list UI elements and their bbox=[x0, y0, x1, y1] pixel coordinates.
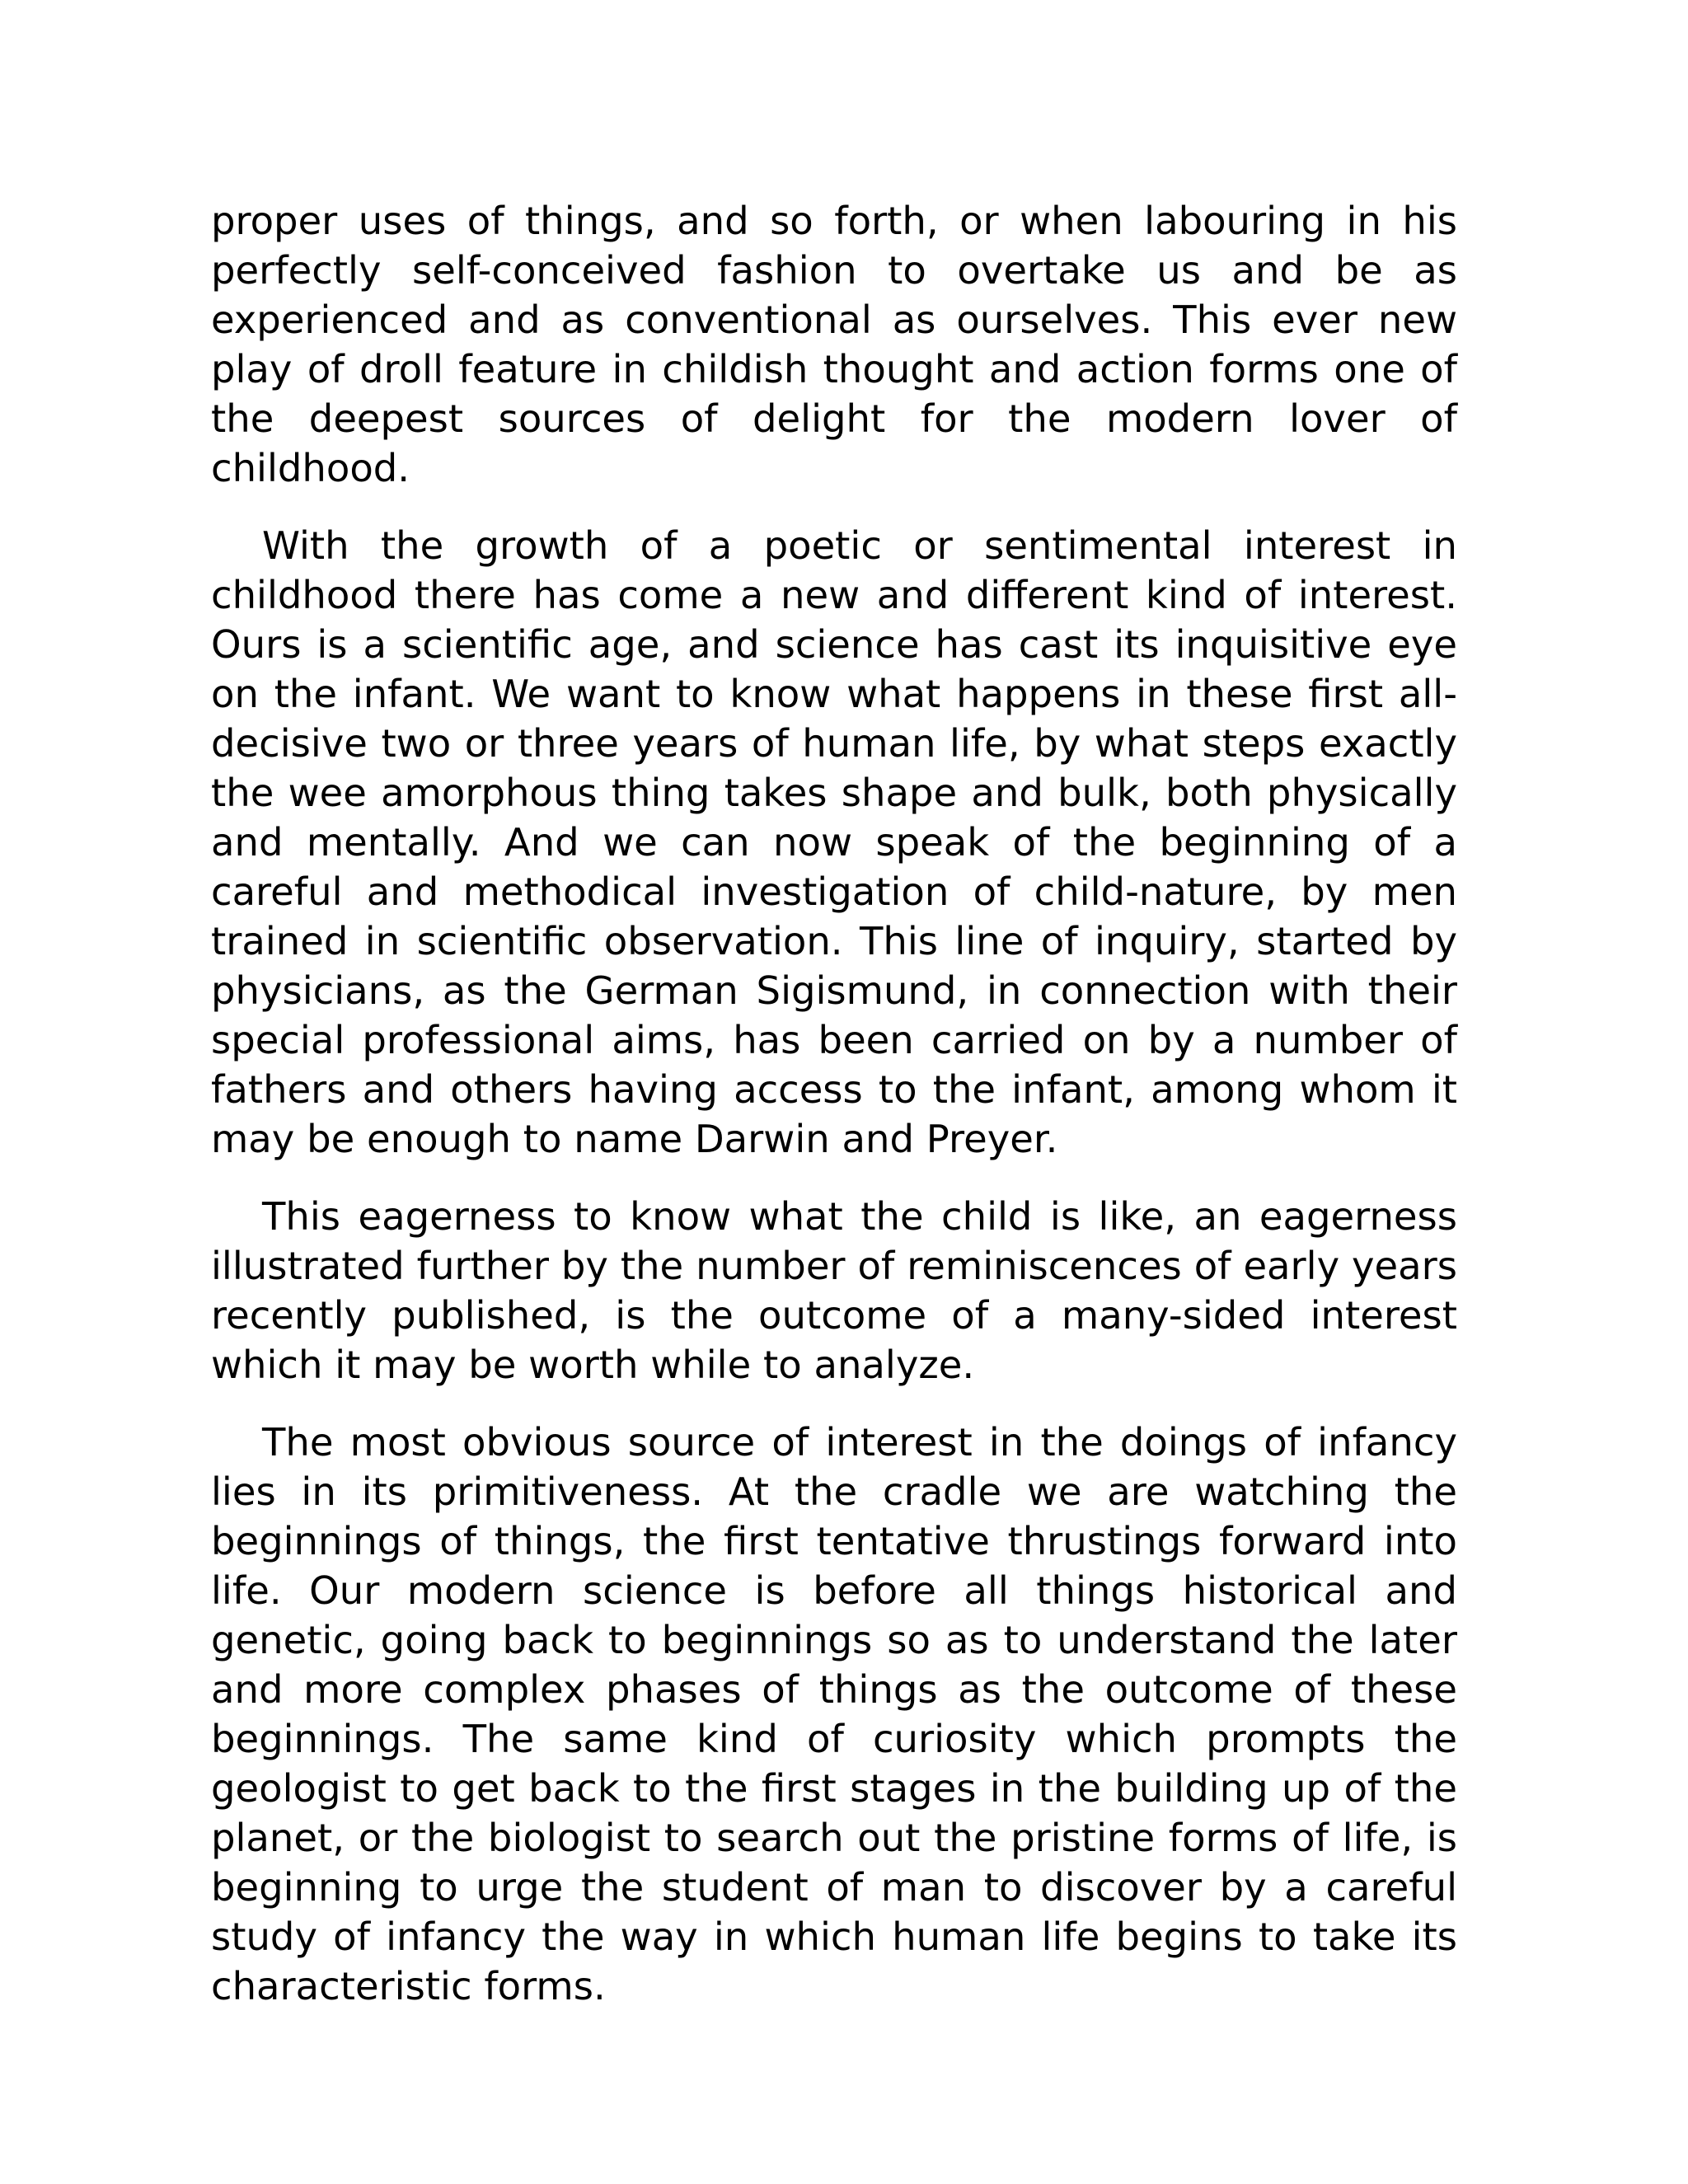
paragraph-scientific-interest: With the growth of a poetic or sentimental interest in childhood there has come a new and different kind of interest. Ours is a scientific age, and science has cast its inquisitive eye on the infant. We want to know what happens in these first all-decisive two or three years of human life, by what steps exactly the wee amorphous thing takes shape and bulk, both physically and mentally. And we can now speak of the beginning of a careful and methodical investigation of child-nature, by men trained in scientific observation. This line of inquiry, started by physicians, as the German Sigismund, in connection with their special professional aims, has been carried on by a number of fathers and others having access to the infant, among whom it may be enough to name Darwin and Preyer. bbox=[211, 523, 1457, 1161]
paragraph-primitiveness: The most obvious source of interest in the doings of infancy lies in its primitiveness. At the cradle we are watching the beginnings of things, the first tentative thrustings forward into life. Our modern science is before all things historical and genetic, going back to beginnings so as to understand the later and more complex phases of things as the outcome of these beginnings. The same kind of curiosity which prompts the geologist to get back to the first stages in the building up of the planet, or the biologist to search out the pristine forms of life, is beginning to urge the student of man to discover by a careful study of infancy the way in which human life begins to take its characteristic forms. bbox=[211, 1420, 1457, 2008]
paragraph-eagerness: This eagerness to know what the child is like, an eagerness illustrated further by the number of reminiscences of early years recently published, is the outcome of a many-sided interest which it may be worth while to analyze. bbox=[211, 1194, 1457, 1387]
paragraph-continued: proper uses of things, and so forth, or when labouring in his perfectly self-conceived fashion to overtake us and be as experienced and as conventional as ourselves. This ever new play of droll feature in childish thought and action forms one of the deepest sources of delight for the modern lover of childhood. bbox=[211, 199, 1457, 490]
page-body bbox=[211, 196, 1457, 2039]
